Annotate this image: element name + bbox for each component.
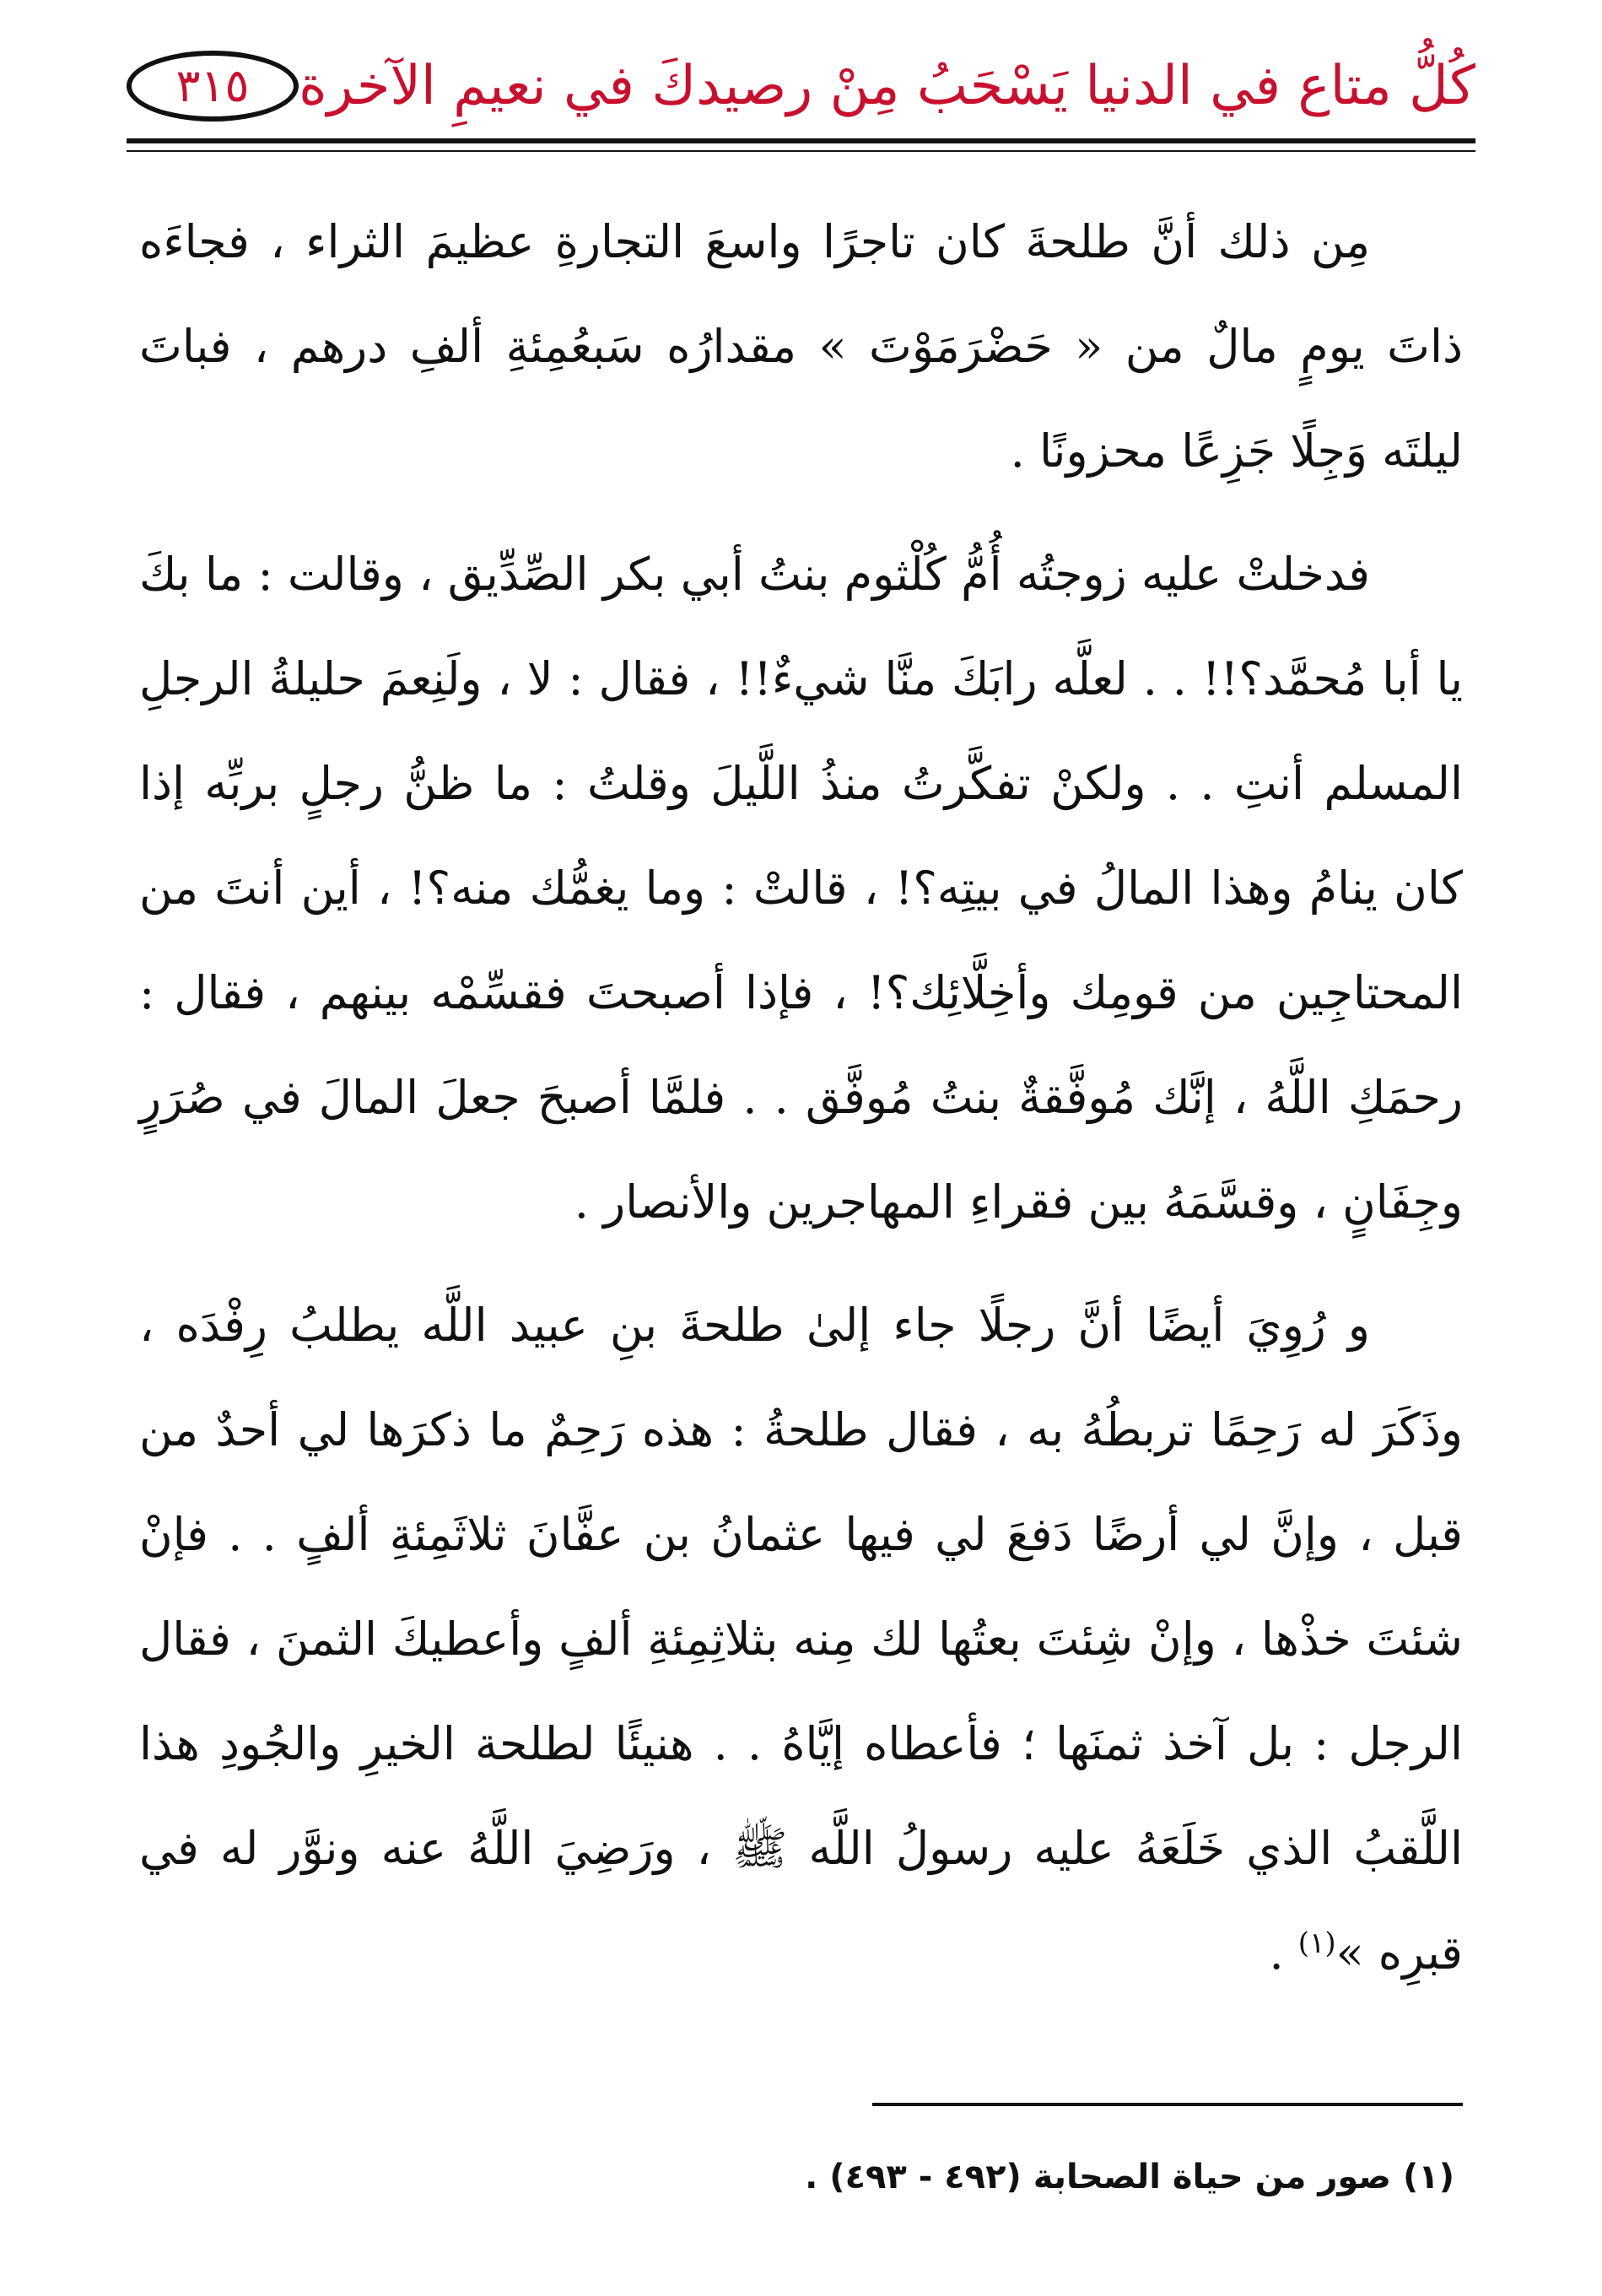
header-title: كُلُّ متاع في الدنيا يَسْحَبُ مِنْ رصيدكَ في نعيمِ الآخرة [299, 55, 1475, 117]
footnote: (١) صور من حياة الصحابة (٤٩٢ - ٤٩٣) . [805, 2158, 1454, 2196]
paragraph-3-end: . [1269, 1926, 1298, 1980]
paragraph-1: مِن ذلك أنَّ طلحةَ كان تاجرًا واسعَ التجارةِ عظيمَ الثراء ، فجاءَه ذاتَ يومٍ مالٌ من « حَضْرَمَوْتَ » مقدارُه سَبعُمِئةِ ألفِ درهم ، فباتَ ليلتَه وَجِلًا جَزِعًا محزونًا . [139, 215, 1463, 478]
main-text [139, 190, 1463, 2006]
footnote-divider [872, 2103, 1463, 2106]
header-divider-thin [127, 150, 1475, 152]
paragraph-3 [139, 1273, 1463, 2006]
paragraph-3-text: و رُوِيَ أيضًا أنَّ رجلًا جاء إلىٰ طلحةَ بنِ عبيد اللَّه يطلبُ رِفْدَه ، وذَكَرَ له رَحِمًا تربطُهُ به ، فقال طلحةُ : هذه رَحِمٌ ما ذكرَها لي أحدٌ من قبل ، وإنَّ لي أرضًا دَفعَ لي فيها عثمانُ بن عفَّانَ ثلاثَمِئةِ ألفٍ . . فإنْ شئتَ خذْها ، وإنْ شِئتَ بعتُها لك مِنه بثلاثِمِئةِ ألفٍ وأعطيكَ الثمنَ ، فقال الرجل : بل آخذ ثمنَها ؛ فأعطاه إيَّاهُ . . هنيئًا لطلحة الخيرِ والجُودِ هذا اللَّقبُ الذي خَلَعَهُ عليه رسولُ اللَّه ﷺ ، ورَضِيَ اللَّهُ عنه ونوَّر له في قبرِه » [139, 1299, 1464, 1980]
header-divider-thick [127, 138, 1475, 143]
page-number-badge: ٣١٥ [127, 51, 299, 122]
paragraph-2: فدخلتْ عليه زوجتُه أُمُّ كُلْثوم بنتُ أبي بكر الصِّدِّيق ، وقالت : ما بكَ يا أبا مُحمَّد؟!! . . لعلَّه رابَكَ منَّا شيءٌ!! ، فقال : لا ، ولَنِعمَ حليلةُ الرجلِ المسلم أنتِ . . ولكنْ تفكَّرتُ منذُ اللَّيلَ وقلتُ : ما ظنُّ رجلٍ بربِّه إذا كان ينامُ وهذا المالُ في بيتِه؟! ، قالتْ : وما يغمُّك منه؟! ، أين أنتَ من المحتاجِين من قومِك وأخِلَّائِك؟! ، فإذا أصبحتَ فقسِّمْه بينهم ، فقال : رحمَكِ اللَّهُ ، إنَّك مُوفَّقةٌ بنتُ مُوفَّق . . فلمَّا أصبحَ جعلَ المالَ في صُرَرٍ وجِفَانٍ ، وقسَّمَهُ بين فقراءِ المهاجرين والأنصار . [139, 548, 1463, 1229]
footnote-reference: (١) [1297, 1926, 1336, 1960]
running-header [127, 44, 1475, 128]
